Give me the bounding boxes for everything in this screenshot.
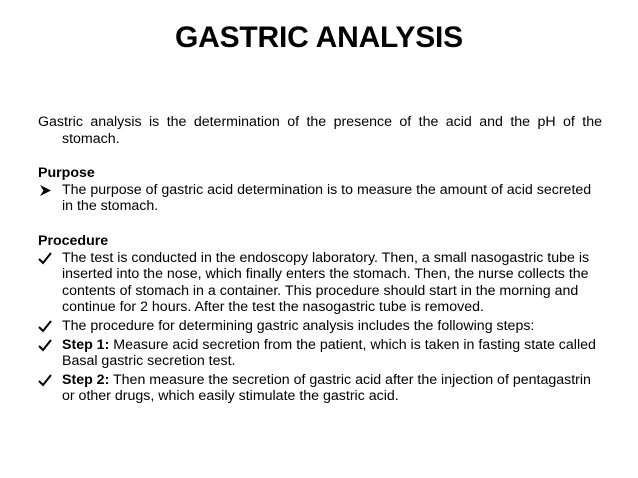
procedure-item	[38, 337, 602, 370]
procedure-item-text: Then measure the secretion of gastric acid after the injection of pentagastrin or other drugs, which easily stimulate the gastric acid.	[62, 371, 591, 405]
procedure-item-text: The procedure for determining gastric analysis includes the following steps:	[62, 317, 535, 334]
purpose-heading: Purpose	[38, 165, 95, 182]
slide-title: GASTRIC ANALYSIS	[175, 21, 463, 54]
purpose-item	[38, 182, 602, 215]
intro-paragraph: Gastric analysis is the determination of the presence of the acid and the pH of the stomach.	[38, 114, 602, 147]
procedure-heading: Procedure	[38, 232, 109, 249]
step-label: Step 1:	[62, 336, 110, 353]
procedure-item-text: Measure acid secretion from the patient, which is taken in fasting state called Basal gastric secretion test.	[62, 336, 596, 370]
procedure-item	[38, 250, 602, 316]
procedure-item	[38, 372, 602, 405]
slide-content	[38, 114, 602, 405]
purpose-item-text: The purpose of gastric acid determination is to measure the amount of acid secreted in the stomach.	[62, 181, 592, 215]
procedure-item-text: The test is conducted in the endoscopy laboratory. Then, a small nasogastric tube is inserted into the nose, which finally enters the stomach. Then, the nurse collects the contents of stomach in a container. This procedure should start in the morning and continue for 2 hours. After the test the nasogastric tube is removed.	[62, 249, 590, 316]
step-label: Step 2:	[62, 371, 110, 388]
procedure-item	[38, 318, 602, 335]
